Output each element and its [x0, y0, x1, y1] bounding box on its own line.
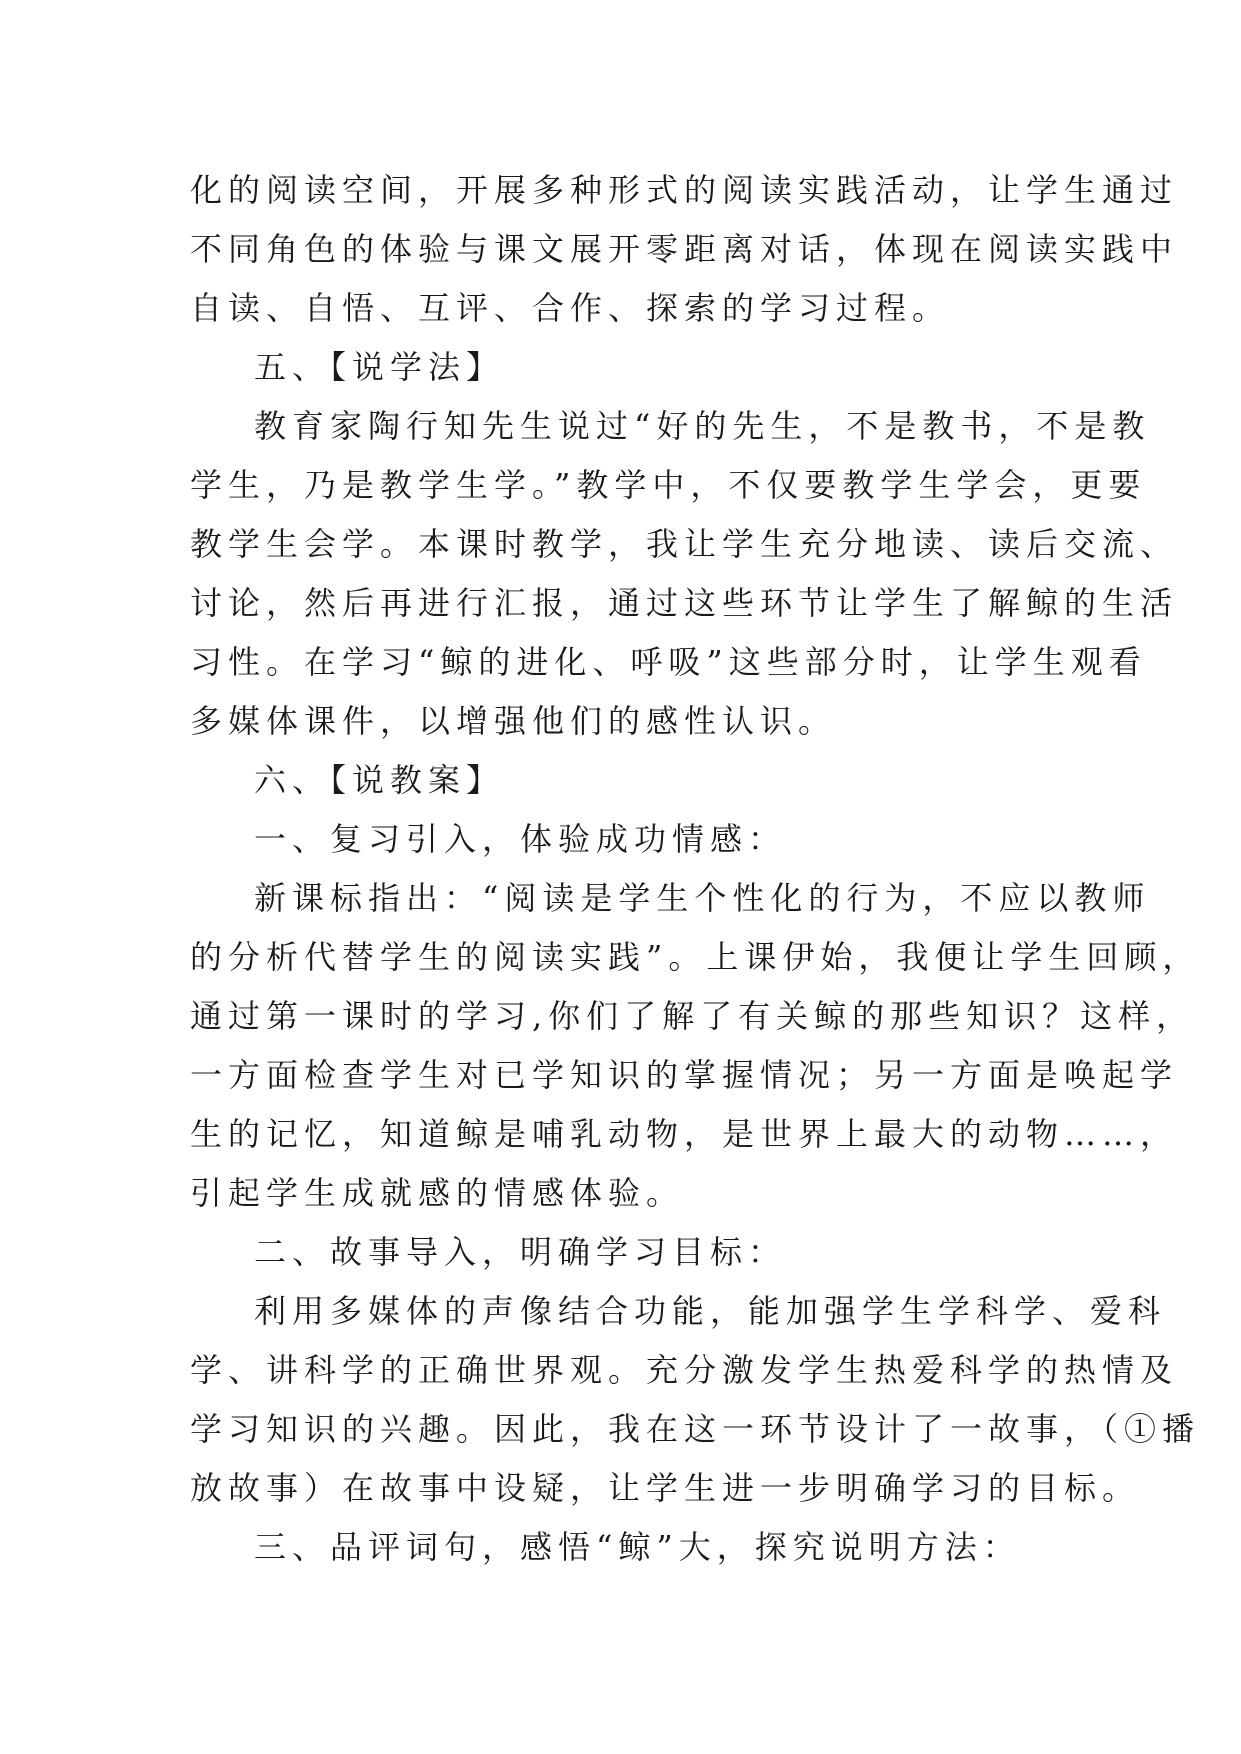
subsection-heading: 二、故事导入，明确学习目标：	[254, 1233, 787, 1271]
section-heading: 五、【说学法】	[254, 348, 505, 386]
text-line: 教学生会学。本课时教学，我让学生充分地读、读后交流、	[190, 525, 1179, 563]
text-line: 学生，乃是教学生学。”教学中，不仅要教学生学会，更要	[190, 466, 1147, 504]
text-line: 自读、自悟、互评、合作、探索的学习过程。	[190, 289, 951, 327]
text-line: 利用多媒体的声像结合功能，能加强学生学科学、爱科	[254, 1292, 1167, 1330]
document-body	[190, 161, 1201, 1577]
subsection-heading: 一、复习引入，体验成功情感：	[254, 820, 787, 858]
text-line: 讨论，然后再进行汇报，通过这些环节让学生了解鲸的生活	[190, 584, 1179, 622]
text-line: 多媒体课件，以增强他们的感性认识。	[190, 702, 837, 740]
text-line: 引起学生成就感的情感体验。	[190, 1174, 685, 1212]
text-line: 放故事）在故事中设疑，让学生进一步明确学习的目标。	[190, 1469, 1141, 1507]
subsection-heading: 三、品评词句，感悟“鲸”大，探究说明方法：	[254, 1528, 1021, 1566]
text-line: 学、讲科学的正确世界观。充分激发学生热爱科学的热情及	[190, 1351, 1179, 1389]
section-heading: 六、【说教案】	[254, 761, 505, 799]
text-line: 生的记忆，知道鲸是哺乳动物，是世界上最大的动物……，	[190, 1115, 1179, 1153]
text-line: 学习知识的兴趣。因此，我在这一环节设计了一故事，（①播	[190, 1410, 1201, 1448]
text-line: 新课标指出：“阅读是学生个性化的行为，不应以教师	[254, 879, 1151, 917]
text-line: 化的阅读空间，开展多种形式的阅读实践活动，让学生通过	[190, 171, 1179, 209]
text-line: 一方面检查学生对已学知识的掌握情况；另一方面是唤起学	[190, 1056, 1179, 1094]
text-line: 习性。在学习“鲸的进化、呼吸”这些部分时，让学生观看	[190, 643, 1147, 681]
text-line: 不同角色的体验与课文展开零距离对话，体现在阅读实践中	[190, 230, 1179, 268]
text-line: 通过第一课时的学习,你们了解了有关鲸的那些知识？这样，	[190, 997, 1195, 1035]
text-line: 的分析代替学生的阅读实践”。上课伊始，我便让学生回顾，	[190, 938, 1201, 976]
text-line: 教育家陶行知先生说过“好的先生，不是教书，不是教	[254, 407, 1151, 445]
